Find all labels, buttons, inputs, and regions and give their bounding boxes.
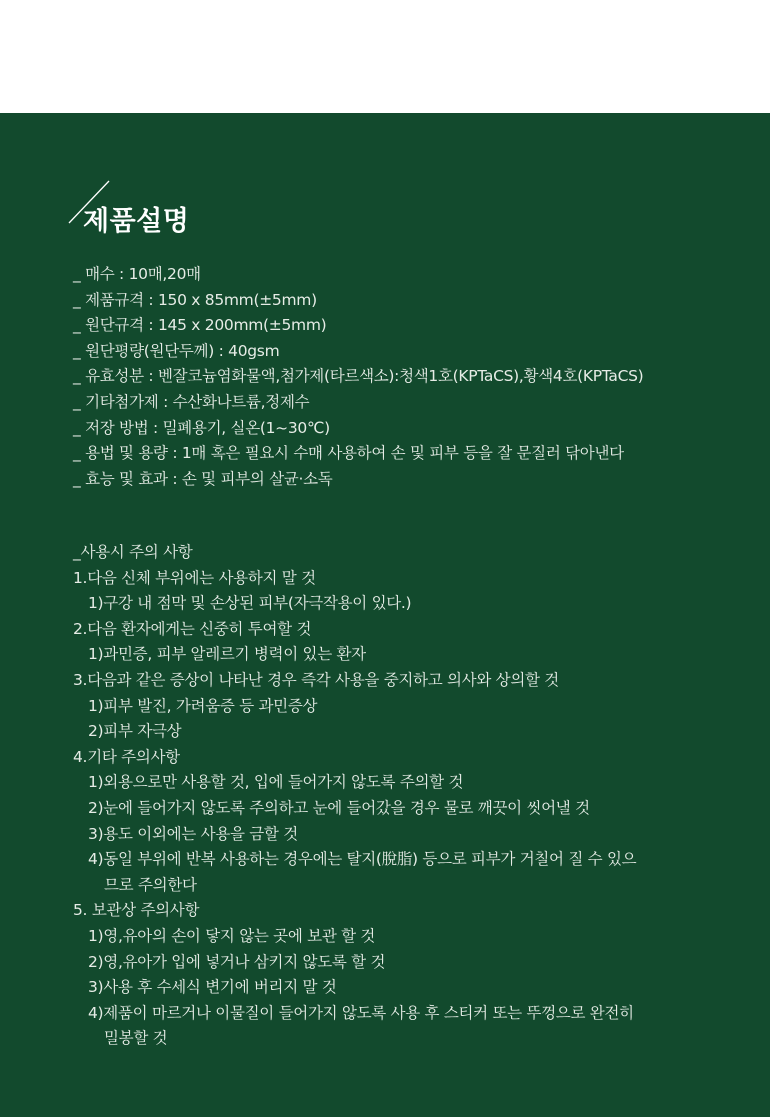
spec-other-additives: _ 기타첨가제 : 수산화나트륨,정제수 bbox=[73, 392, 310, 411]
caution-subitem: 4)제품이 마르거나 이물질이 들어가지 않도록 사용 후 스티커 또는 뚜껑으로 완전히 bbox=[88, 1003, 634, 1022]
caution-subitem-continuation: 밀봉할 것 bbox=[104, 1029, 168, 1048]
caution-list bbox=[73, 566, 636, 1052]
caution-subitem-continuation: 므로 주의한다 bbox=[104, 875, 197, 894]
spec-storage: _ 저장 방법 : 밀폐용기, 실온(1~30℃) bbox=[73, 418, 330, 437]
caution-item: 3.다음과 같은 증상이 나타난 경우 즉각 사용을 중지하고 의사와 상의할 것 bbox=[73, 670, 559, 689]
spec-efficacy: _ 효능 및 효과 : 손 및 피부의 살균·소독 bbox=[73, 469, 333, 488]
caution-subitem: 1)외용으로만 사용할 것, 입에 들어가지 않도록 주의할 것 bbox=[88, 773, 464, 792]
caution-item: 2.다음 환자에게는 신중히 투여할 것 bbox=[73, 619, 312, 638]
spec-product-size: _ 제품규격 : 150 x 85mm(±5mm) bbox=[73, 290, 317, 309]
section-title: 제품설명 bbox=[83, 206, 190, 237]
spec-sheet-count: _ 매수 : 10매,20매 bbox=[73, 265, 201, 283]
caution-subitem: 1)피부 발진, 가려움증 등 과민증상 bbox=[88, 696, 318, 715]
caution-section bbox=[73, 540, 636, 1052]
caution-subitem: 1)과민증, 피부 알레르기 병력이 있는 환자 bbox=[88, 645, 366, 664]
caution-subitem: 1)영,유아의 손이 닿지 않는 곳에 보관 할 것 bbox=[88, 926, 376, 945]
spec-usage: _ 용법 및 용량 : 1매 혹은 필요시 수매 사용하여 손 및 피부 등을 잘 문질러 닦아낸다 bbox=[73, 444, 624, 463]
caution-subitem: 2)영,유아가 입에 넣거나 삼키지 않도록 할 것 bbox=[88, 952, 386, 971]
top-white-band bbox=[0, 0, 770, 113]
caution-subitem: 2)눈에 들어가지 않도록 주의하고 눈에 들어갔을 경우 물로 깨끗이 씻어낼 것 bbox=[88, 798, 590, 817]
caution-subitem: 1)구강 내 점막 및 손상된 피부(자극작용이 있다.) bbox=[88, 594, 412, 613]
caution-heading: _사용시 주의 사항 bbox=[73, 543, 193, 561]
caution-item: 4.기타 주의사항 bbox=[73, 747, 180, 766]
caution-subitem: 3)용도 이외에는 사용을 금할 것 bbox=[88, 824, 298, 843]
spec-active-ingredients: _ 유효성분 : 벤잘코늄염화물액,첨가제(타르색소):청색1호(KPTaCS),황색4호(KPTaCS) bbox=[73, 367, 644, 386]
caution-subitem: 2)피부 자극상 bbox=[88, 722, 182, 741]
spec-fabric-size: _ 원단규격 : 145 x 200mm(±5mm) bbox=[73, 316, 327, 335]
spec-list bbox=[73, 262, 643, 492]
spec-fabric-weight: _ 원단평량(원단두께) : 40gsm bbox=[73, 341, 280, 360]
caution-subitem: 3)사용 후 수세식 변기에 버리지 말 것 bbox=[88, 978, 337, 997]
caution-item: 5. 보관상 주의사항 bbox=[73, 901, 200, 920]
caution-subitem: 4)동일 부위에 반복 사용하는 경우에는 탈지(脫脂) 등으로 피부가 거칠어 질 수 있으 bbox=[88, 850, 637, 869]
caution-item: 1.다음 신체 부위에는 사용하지 말 것 bbox=[73, 568, 316, 587]
